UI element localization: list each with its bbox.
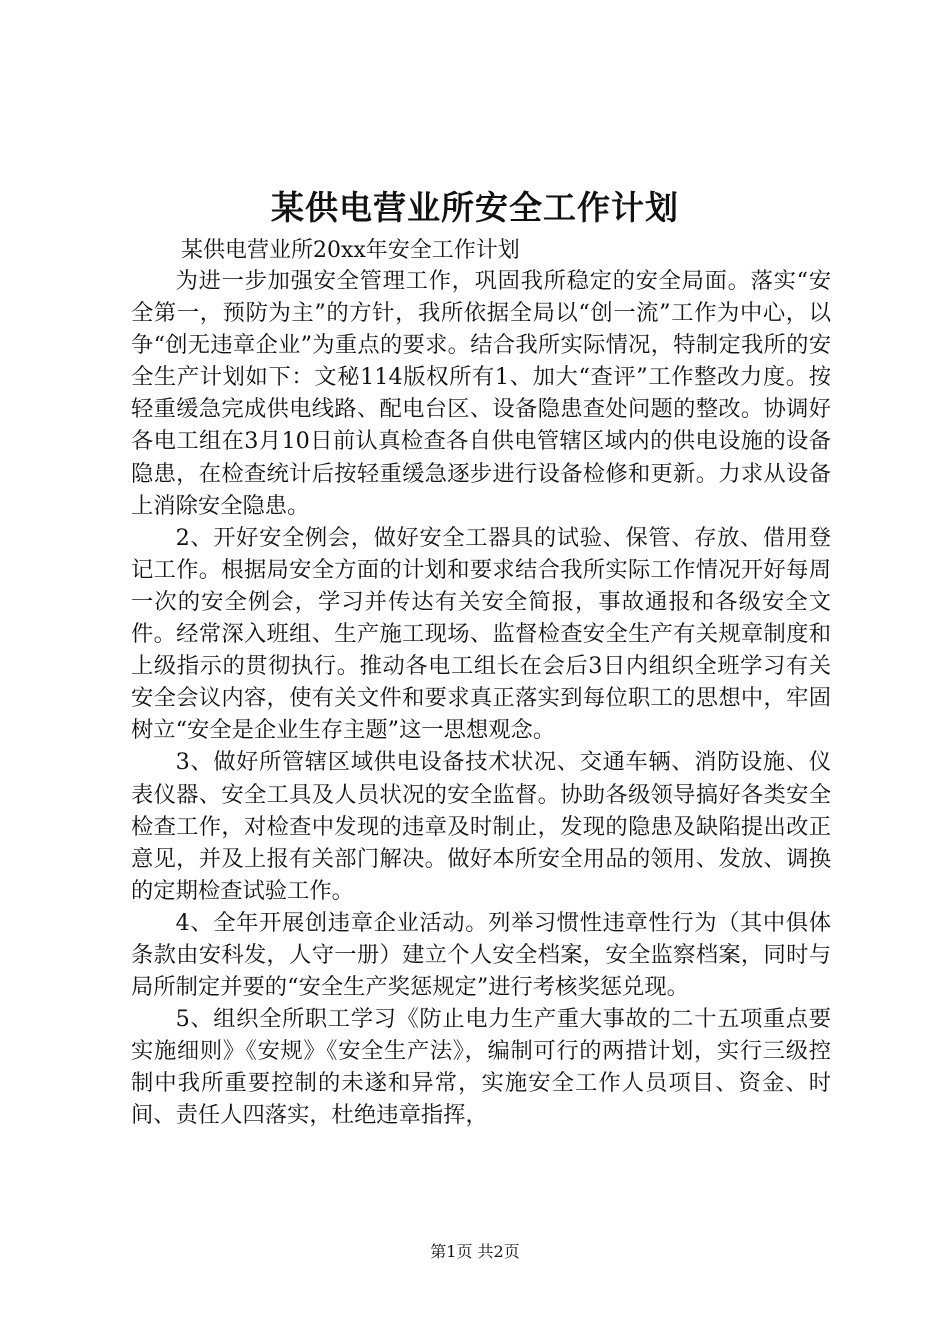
paragraph-intro: 为进一步加强安全管理工作，巩固我所稳定的安全局面。落实“安全第一，预防为主”的方针，我所依据全局以“创一流”工作为中心，以争“创无违章企业”为重点的要求。结合我所实际情况，特制定我所的安全生产计划如下：文秘114版权所有1、加大“查评”工作整改力度。按轻重缓急完成供电线路、配电台区、设备隐患查处问题的整改。协调好各电工组在3月10日前认真检查各自供电管辖区域内的供电设施的设备隐患，在检查统计后按轻重缓急逐步进行设备检修和更新。力求从设备上消除安全隐患。 bbox=[131, 268, 831, 519]
paragraph-item-3: 3、做好所管辖区域供电设备技术状况、交通车辆、消防设施、仪表仪器、安全工具及人员状况的安全监督。协助各级领导搞好各类安全检查工作，对检查中发现的违章及时制止，发现的隐患及缺陷提出改正意见，并及上报有关部门解决。做好本所安全用品的领用、发放、调换的定期检查试验工作。 bbox=[131, 749, 831, 904]
document-subtitle: 某供电营业所20xx年安全工作计划 bbox=[181, 238, 520, 263]
document-title: 某供电营业所安全工作计划 bbox=[271, 188, 679, 227]
document-body bbox=[131, 265, 831, 1132]
paragraph-item-5: 5、组织全所职工学习《防止电力生产重大事故的二十五项重点要实施细则》《安规》《安全生产法》，编制可行的两措计划，实行三级控制中我所重要控制的未遂和异常，实施安全工作人员项目、资金、时间、责任人四落实，杜绝违章指挥， bbox=[131, 1006, 831, 1129]
paragraph-item-2: 2、开好安全例会，做好安全工器具的试验、保管、存放、借用登记工作。根据局安全方面的计划和要求结合我所实际工作情况开好每周一次的安全例会，学习并传达有关安全简报，事故通报和各级安全文件。经常深入班组、生产施工现场、监督检查安全生产有关规章制度和上级指示的贯彻执行。推动各电工组长在会后3日内组织全班学习有关安全会议内容，使有关文件和要求真正落实到每位职工的思想中，牢固树立“安全是企业生存主题”这一思想观念。 bbox=[131, 524, 831, 744]
paragraph-item-4: 4、全年开展创违章企业活动。列举习惯性违章性行为（其中俱体条款由安科发，人守一册）建立个人安全档案，安全监察档案，同时与局所制定并要的“安全生产奖惩规定”进行考核奖惩兑现。 bbox=[131, 909, 831, 1001]
page-number-footer: 第1页 共2页 bbox=[430, 1242, 520, 1261]
